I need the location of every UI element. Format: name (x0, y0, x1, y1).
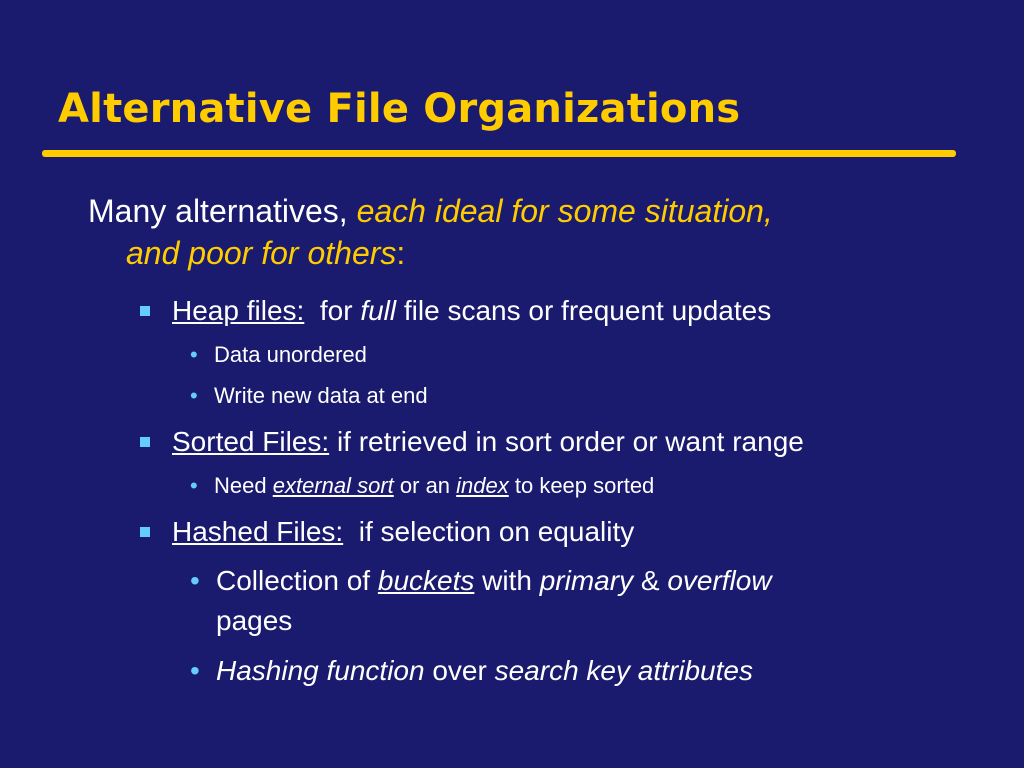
sorted-files-label: Sorted Files: (172, 426, 330, 457)
sorted-sub-t1: Need (214, 473, 273, 498)
search-key-emphasis: search key attributes (494, 655, 753, 686)
hashed-files-item (140, 515, 634, 549)
hashed-subitem-buckets (190, 561, 930, 641)
index-link: index (456, 473, 509, 498)
intro-colon: : (396, 235, 406, 271)
hashed-sub1-t2: with (474, 565, 540, 596)
heap-subitem-text: Write new data at end (214, 383, 428, 408)
title-underline-rule (42, 150, 956, 157)
hashed-files-text: if selection on equality (343, 516, 635, 547)
sorted-sub-t3: to keep sorted (508, 473, 655, 498)
sorted-sub-t2: or an (393, 473, 457, 498)
heap-files-item (140, 294, 771, 328)
hashing-function-emphasis: Hashing function (216, 655, 425, 686)
dot-bullet-icon: • (190, 383, 198, 408)
heap-files-label: Heap files: (172, 295, 305, 326)
slide-title: Alternative File Organizations (58, 86, 741, 132)
dot-bullet-icon: • (190, 473, 198, 498)
intro-plain-text: Many alternatives, (88, 193, 357, 229)
square-bullet-icon (140, 437, 150, 447)
sorted-files-text: if retrieved in sort order or want range (329, 426, 804, 457)
hashed-files-label: Hashed Files: (172, 516, 344, 547)
dot-bullet-icon: • (190, 565, 200, 596)
heap-subitem (190, 341, 367, 369)
dot-bullet-icon: • (190, 655, 200, 686)
heap-emphasis: full (360, 295, 397, 326)
heap-subitem (190, 382, 428, 410)
intro-paragraph (88, 190, 968, 274)
hashed-subitem-function (190, 651, 753, 691)
sorted-subitem (190, 472, 654, 500)
square-bullet-icon (140, 306, 150, 316)
overflow-emphasis: overflow (667, 565, 772, 596)
intro-emphasis-line2: and poor for others (126, 235, 397, 271)
external-sort-link: external sort (272, 473, 394, 498)
heap-subitem-text: Data unordered (214, 342, 367, 367)
hashed-sub1-line2: pages (216, 605, 293, 636)
intro-emphasis-line1: each ideal for some situation, (356, 193, 773, 229)
hashed-sub1-t3: & (633, 565, 668, 596)
hashed-sub2-t1: over (424, 655, 495, 686)
buckets-link: buckets (377, 565, 475, 596)
square-bullet-icon (140, 527, 150, 537)
primary-emphasis: primary (539, 565, 634, 596)
heap-text-after: file scans or frequent updates (396, 295, 772, 326)
hashed-sub1-t1: Collection of (216, 565, 378, 596)
heap-text-before: for (304, 295, 361, 326)
dot-bullet-icon: • (190, 342, 198, 367)
sorted-files-item (140, 425, 804, 459)
